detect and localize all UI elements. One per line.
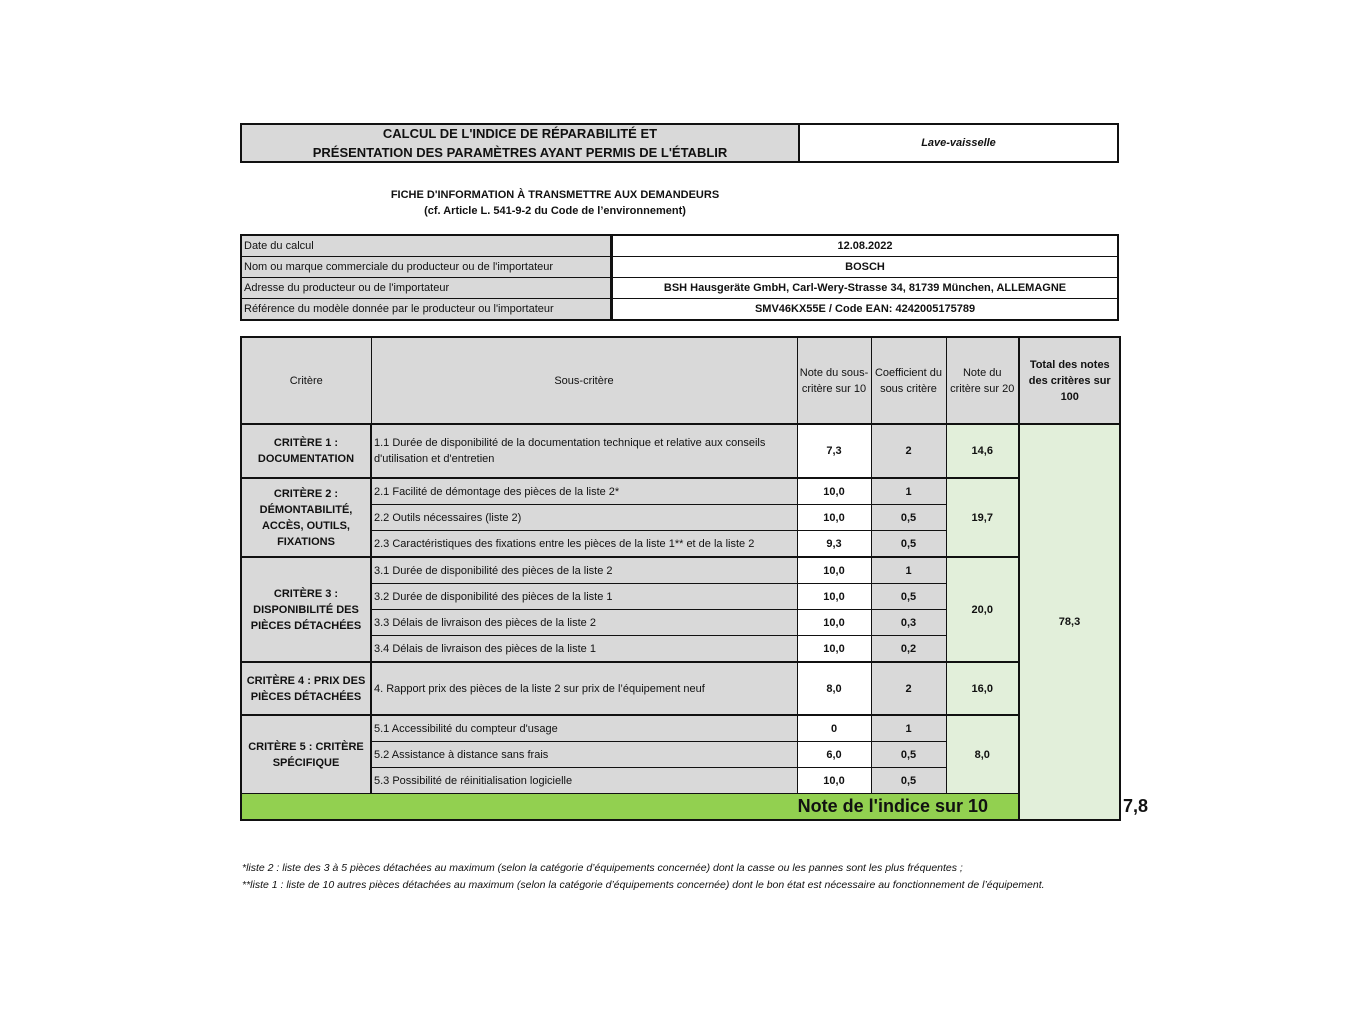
sub-criterion-coef: 1 <box>871 478 946 505</box>
header-note-critere: Note du critère sur 20 <box>946 337 1019 424</box>
info-row-date <box>241 235 1118 257</box>
info-value-brand: BOSCH <box>612 257 1119 278</box>
sub-criterion-label: 3.3 Délais de livraison des pièces de la liste 2 <box>371 610 797 636</box>
criterion-score: 14,6 <box>946 424 1019 478</box>
sub-criterion-label: 4. Rapport prix des pièces de la liste 2 sur prix de l’équipement neuf <box>371 662 797 715</box>
sub-criterion-coef: 2 <box>871 424 946 478</box>
criterion-name: CRITÈRE 1 : DOCUMENTATION <box>241 424 371 478</box>
sub-criterion-label: 5.3 Possibilité de réinitialisation logicielle <box>371 768 797 794</box>
sub-criterion-coef: 1 <box>871 715 946 742</box>
sub-criterion-note: 10,0 <box>797 505 871 531</box>
footnote-liste-2: *liste 2 : liste des 3 à 5 pièces détachées au maximum (selon la catégorie d’équipements concernée) dont la casse ou les pannes sont les plus fréquentes ; <box>242 862 963 874</box>
sub-criterion-coef: 0,5 <box>871 505 946 531</box>
criterion-name: CRITÈRE 5 : CRITÈRE SPÉCIFIQUE <box>241 715 371 794</box>
sub-criterion-coef: 0,5 <box>871 742 946 768</box>
header-total: Total des notes des critères sur 100 <box>1019 337 1120 424</box>
criterion-name: CRITÈRE 2 : DÉMONTABILITÉ, ACCÈS, OUTILS, FIXATIONS <box>241 478 371 557</box>
table-row <box>241 715 1120 742</box>
table-row <box>241 557 1120 584</box>
sub-criterion-coef: 0,5 <box>871 531 946 558</box>
table-row <box>241 424 1120 478</box>
header-note-sous-critere: Note du sous-critère sur 10 <box>797 337 871 424</box>
footnote-liste-1: **liste 1 : liste de 10 autres pièces détachées au maximum (selon la catégorie d’équipements concernée) dont le bon état est nécessaire au fonctionnement de l’équipement. <box>242 878 1045 891</box>
sub-criterion-label: 5.2 Assistance à distance sans frais <box>371 742 797 768</box>
sub-criterion-coef: 0,3 <box>871 610 946 636</box>
subtitle-line-1: FICHE D'INFORMATION À TRANSMETTRE AUX DEMANDEURS <box>390 189 720 201</box>
sub-criterion-note: 9,3 <box>797 531 871 558</box>
table-row <box>241 478 1120 505</box>
producer-info-table <box>240 234 1119 321</box>
info-label: Adresse du producteur ou de l'importateur <box>241 278 612 299</box>
info-label: Date du calcul <box>241 235 612 257</box>
sub-criterion-note: 6,0 <box>797 742 871 768</box>
header-sous-critere: Sous-critère <box>371 337 797 424</box>
header-coefficient: Coefficient du sous critère <box>871 337 946 424</box>
table-row <box>241 662 1120 715</box>
criterion-score: 20,0 <box>946 557 1019 662</box>
sub-criterion-coef: 2 <box>871 662 946 715</box>
sub-criterion-note: 7,3 <box>797 424 871 478</box>
table-header-row <box>241 337 1120 424</box>
sub-criterion-note: 10,0 <box>797 478 871 505</box>
document-title <box>242 125 800 161</box>
info-value-address: BSH Hausgeräte GmbH, Carl-Wery-Strasse 34, 81739 München, ALLEMAGNE <box>612 278 1119 299</box>
header-critere: Critère <box>241 337 371 424</box>
sub-criterion-coef: 0,2 <box>871 636 946 663</box>
repairability-table <box>240 336 1149 821</box>
sub-criterion-note: 10,0 <box>797 557 871 584</box>
info-label: Référence du modèle donnée par le producteur ou l'importateur <box>241 299 612 321</box>
info-value-model: SMV46KX55E / Code EAN: 4242005175789 <box>612 299 1119 321</box>
criterion-name: CRITÈRE 3 : DISPONIBILITÉ DES PIÈCES DÉTACHÉES <box>241 557 371 662</box>
title-line-2: PRÉSENTATION DES PARAMÈTRES AYANT PERMIS DE L'ÉTABLIR <box>312 145 728 160</box>
criterion-score: 8,0 <box>946 715 1019 794</box>
info-row-address <box>241 278 1118 299</box>
sub-criterion-label: 1.1 Durée de disponibilité de la documentation technique et relative aux conseils d'utilisation et d'entretien <box>371 424 797 478</box>
sub-criterion-note: 10,0 <box>797 610 871 636</box>
sub-criterion-label: 5.1 Accessibilité du compteur d'usage <box>371 715 797 742</box>
total-score-100: 78,3 <box>1019 424 1120 820</box>
criterion-score: 16,0 <box>946 662 1019 715</box>
sub-criterion-note: 10,0 <box>797 636 871 663</box>
sub-criterion-label: 2.1 Facilité de démontage des pièces de la liste 2* <box>371 478 797 505</box>
sub-criterion-note: 8,0 <box>797 662 871 715</box>
criterion-score: 19,7 <box>946 478 1019 557</box>
info-value-date: 12.08.2022 <box>612 235 1119 257</box>
sub-criterion-label: 2.2 Outils nécessaires (liste 2) <box>371 505 797 531</box>
subtitle-line-2: (cf. Article L. 541-9-2 du Code de l’environnement) <box>424 205 686 217</box>
final-score-label: Note de l'indice sur 10 <box>241 794 1019 821</box>
title-line-1: CALCUL DE L'INDICE DE RÉPARABILITÉ ET <box>382 126 658 141</box>
criterion-name: CRITÈRE 4 : PRIX DES PIÈCES DÉTACHÉES <box>241 662 371 715</box>
footnotes <box>242 860 1122 893</box>
sub-criterion-label: 3.1 Durée de disponibilité des pièces de la liste 2 <box>371 557 797 584</box>
sub-criterion-coef: 1 <box>871 557 946 584</box>
sub-criterion-label: 3.2 Durée de disponibilité des pièces de la liste 1 <box>371 584 797 610</box>
sub-criterion-coef: 0,5 <box>871 584 946 610</box>
product-category: Lave-vaisselle <box>800 125 1117 161</box>
info-row-model <box>241 299 1118 321</box>
document-title-box <box>240 123 1119 163</box>
info-label: Nom ou marque commerciale du producteur ou de l'importateur <box>241 257 612 278</box>
sub-criterion-note: 0 <box>797 715 871 742</box>
info-row-brand <box>241 257 1118 278</box>
sub-criterion-note: 10,0 <box>797 768 871 794</box>
info-sheet-subtitle <box>240 187 870 219</box>
final-score-row: Note de l'indice sur 10 7,8 <box>241 794 1120 821</box>
sub-criterion-note: 10,0 <box>797 584 871 610</box>
sub-criterion-coef: 0,5 <box>871 768 946 794</box>
sub-criterion-label: 2.3 Caractéristiques des fixations entre les pièces de la liste 1** et de la liste 2 <box>371 531 797 558</box>
sub-criterion-label: 3.4 Délais de livraison des pièces de la liste 1 <box>371 636 797 663</box>
